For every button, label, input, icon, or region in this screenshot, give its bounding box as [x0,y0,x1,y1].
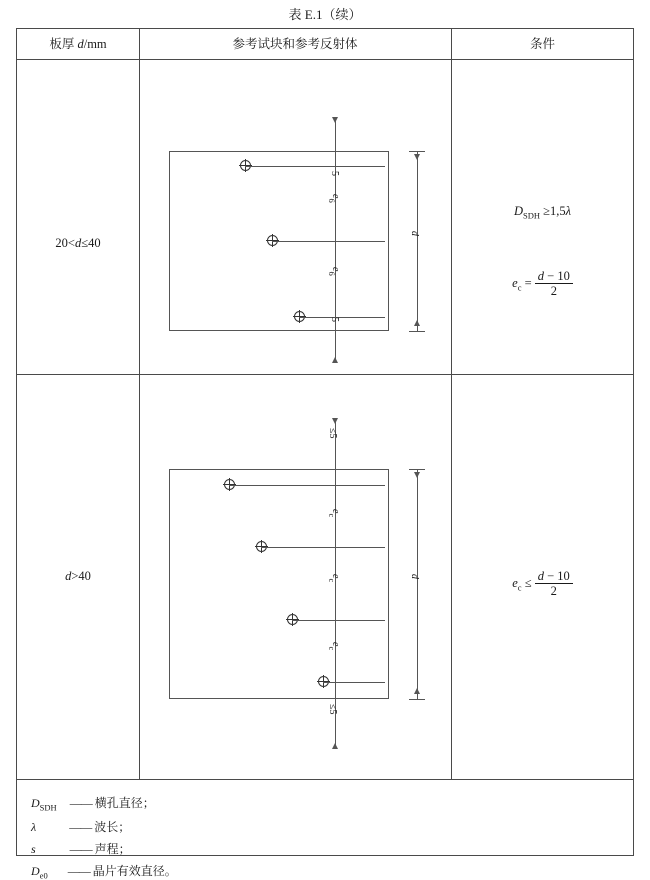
table-header-thickness: 板厚 d/mm [49,37,107,51]
row1-thickness-dim-line [417,151,418,331]
row2-test-block [169,469,389,699]
row1-thickness-tick-bottom [409,331,425,332]
note-1-text: 横孔直径； [94,796,155,810]
table-col-divider-2 [451,29,452,779]
row2-thickness-dim-label: d [409,574,420,579]
row2-thickness-arrow-bottom [414,688,420,694]
row2-thickness-label: d>40 [65,569,91,583]
table-rule-row2 [17,779,633,780]
note-4-text: 晶片有效直径。 [92,864,177,878]
row2-condition-ec: $e_c$ ≤ $\frac{d - 10}{2}$ [451,569,634,599]
row2-hole-1-lead [229,485,385,486]
row2-hole-2-lead [261,547,385,548]
row1-top-gap-label: 5 [329,171,340,176]
row2-hole-3-lead [292,620,385,621]
row2-bottom-gap-label: ≤5 [327,704,338,715]
table-header-conditions: 条件 [529,37,555,51]
row2-thickness-arrow-top [414,472,420,478]
row1-axis-arrow-top [332,117,338,123]
table-caption: 表 E.1（续） [288,7,362,22]
note-item-2: λ —— 波长； [31,820,131,834]
table-e1 [16,28,634,880]
note-item-3: s —— 声程； [31,842,131,856]
row1-drawing [139,59,451,374]
row1-thickness-dim-label: d [409,231,420,236]
row1-bottom-gap-label: 5 [329,317,340,322]
row2-axis-arrow-top [332,418,338,424]
row1-hole-2-lead [272,241,385,242]
note-item-1: $D_{SDH}$ —— 横孔直径； [31,796,155,813]
row2-drawing [139,374,451,779]
row2-spacing-label-1: $e_c$ [327,509,341,518]
row2-axis-arrow-bottom [332,743,338,749]
row1-thickness-label: 20<d≤40 [55,236,101,250]
row2-hole-4-lead [323,682,385,683]
row2-center-axis [335,422,336,747]
row2-thickness-dim-line [417,469,418,699]
row1-spacing-label-2: $e_6$ [327,267,341,276]
row1-hole-1-lead [245,166,385,167]
row1-axis-arrow-bottom [332,357,338,363]
row1-thickness-tick-top [409,151,425,152]
row2-thickness-tick-bottom [409,699,425,700]
row1-hole-3-lead [299,317,385,318]
note-2-text: 波长； [94,820,131,834]
row1-condition-dsdh: $D_{SDH} \ge 1,5\lambda$ [513,204,572,221]
row2-thickness-tick-top [409,469,425,470]
row1-thickness-arrow-bottom [414,320,420,326]
row1-spacing-label-1: $e_6$ [327,194,341,203]
row2-spacing-label-3: $e_c$ [327,642,341,651]
table-header-blocks: 参考试块和参考反射体 [232,37,358,51]
row2-top-gap-label: ≤5 [327,428,338,439]
row1-condition-ec: $e_c$ = $\frac{d - 10}{2}$ [451,269,634,299]
note-item-4: $D_{e0}$ —— 晶片有效直径。 [31,864,177,880]
row2-spacing-label-2: $e_c$ [327,574,341,583]
row1-thickness-arrow-top [414,154,420,160]
note-3-text: 声程； [94,842,131,856]
